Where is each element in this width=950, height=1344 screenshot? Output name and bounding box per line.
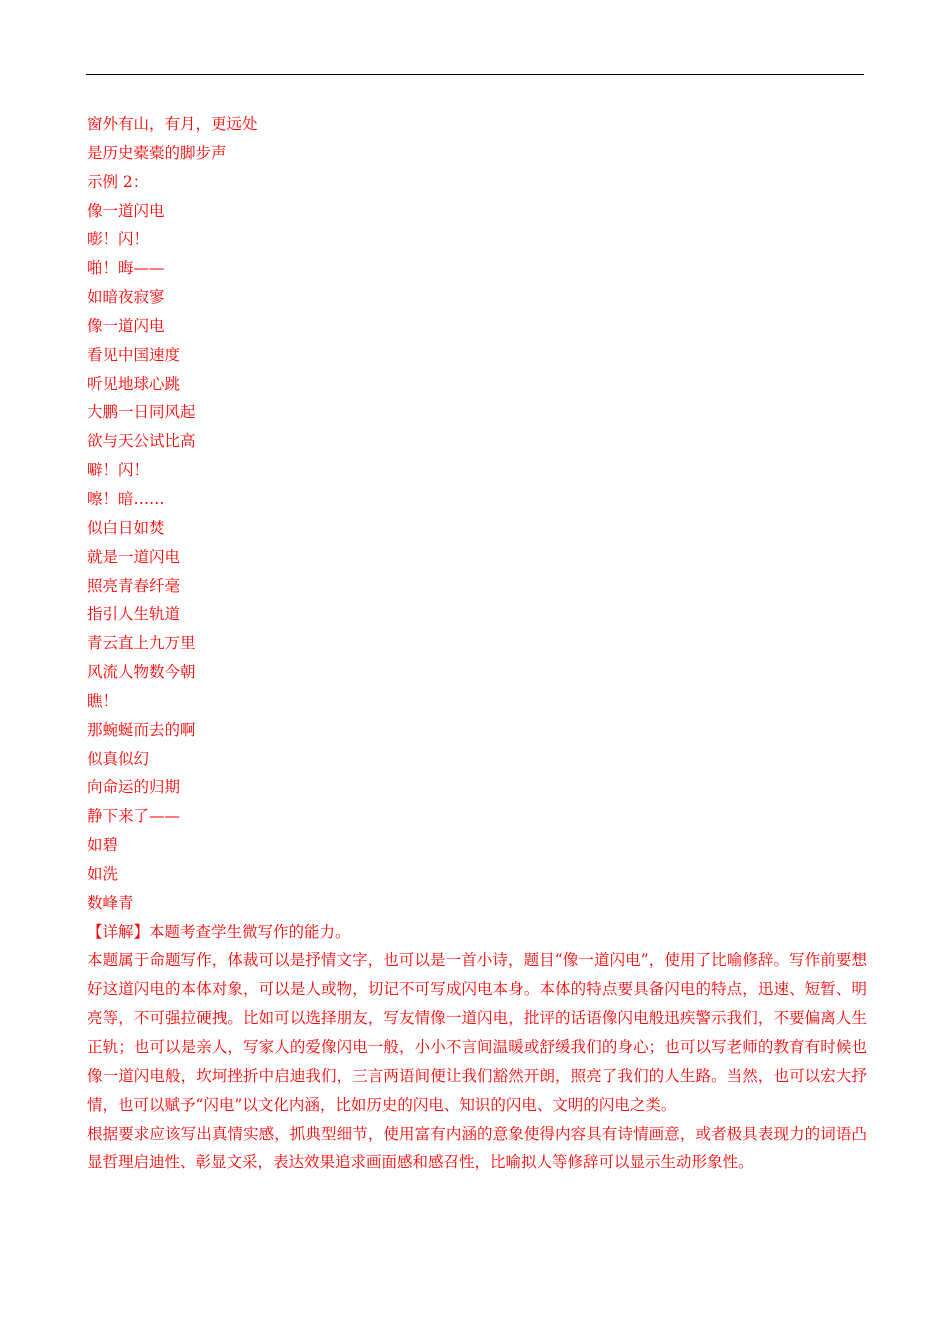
header-rule: [86, 74, 864, 75]
poem-line: 是历史橐橐的脚步声: [87, 143, 227, 162]
poem-line: 啪！晦——: [87, 259, 165, 278]
poem-line: 嘭！闪！: [87, 230, 150, 249]
poem-line: 欲与天公试比高: [87, 432, 196, 451]
poem-line: 就是一道闪电: [87, 547, 181, 566]
detail-heading: 【详解】本题考查学生微写作的能力。: [87, 922, 351, 941]
poem-line: 如暗夜寂寥: [87, 288, 165, 307]
poem-line: 瞧！: [87, 691, 119, 710]
poem-line: 似白日如焚: [87, 518, 165, 537]
poem-line: 大鹏一日同风起: [87, 403, 196, 422]
poem-line: 像一道闪电: [87, 201, 165, 220]
poem-line: 照亮青春纤毫: [87, 576, 181, 595]
poem-line: 窗外有山，有月，更远处: [87, 115, 258, 133]
poem-line: 噼！闪！: [87, 461, 150, 480]
poem-line: 数峰青: [87, 893, 134, 912]
detail-paragraph-2: 根据要求应该写出真情实感，抓典型细节，使用富有内涵的意象使得内容具有诗情画意，或者极具表现力的词语凸显哲理启迪性、彰显文采，表达效果追求画面感和感召性，比喻拟人等修辞可以显示生动形象性。: [87, 1124, 867, 1172]
document-body: [87, 110, 867, 1177]
poem-line: 听见地球心跳: [87, 374, 181, 393]
poem-line: 向命运的归期: [87, 778, 181, 797]
poem-line: 青云直上九万里: [87, 634, 196, 653]
poem-example: [87, 110, 867, 918]
poem-line: 指引人生轨道: [87, 605, 181, 624]
poem-line: 静下来了——: [87, 807, 181, 826]
poem-line: 如碧: [87, 836, 119, 855]
poem-line: 似真似幻: [87, 749, 150, 768]
poem-line: 如洗: [87, 864, 119, 883]
poem-line: 那蜿蜒而去的啊: [87, 720, 196, 739]
poem-line: 示例 2：: [87, 172, 149, 191]
poem-line: 嚓！暗……: [87, 489, 165, 508]
poem-line: 看见中国速度: [87, 345, 181, 364]
detail-paragraph-1: 本题属于命题写作，体裁可以是抒情文字，也可以是一首小诗，题目“像一道闪电”，使用了比喻修辞。写作前要想好这道闪电的本体对象，可以是人或物，切记不可写成闪电本身。本体的特点要具备闪电的特点，迅速、短暂、明亮等，不可强拉硬拽。比如可以选择朋友，写友情像一道闪电，批评的话语像闪电般迅疾警示我们，不要偏离人生正轨；也可以是亲人，写家人的爱像闪电一般，小小不言间温暖或舒缓我们的身心；也可以写老师的教育有时候也像一道闪电般，坎坷挫折中启迪我们，三言两语间便让我们豁然开朗，照亮了我们的人生路。当然，也可以宏大抒情，也可以赋予“闪电”以文化内涵，比如历史的闪电、知识的闪电、文明的闪电之类。: [87, 951, 867, 1114]
poem-line: 风流人物数今朝: [87, 663, 196, 682]
poem-line: 像一道闪电: [87, 316, 165, 335]
